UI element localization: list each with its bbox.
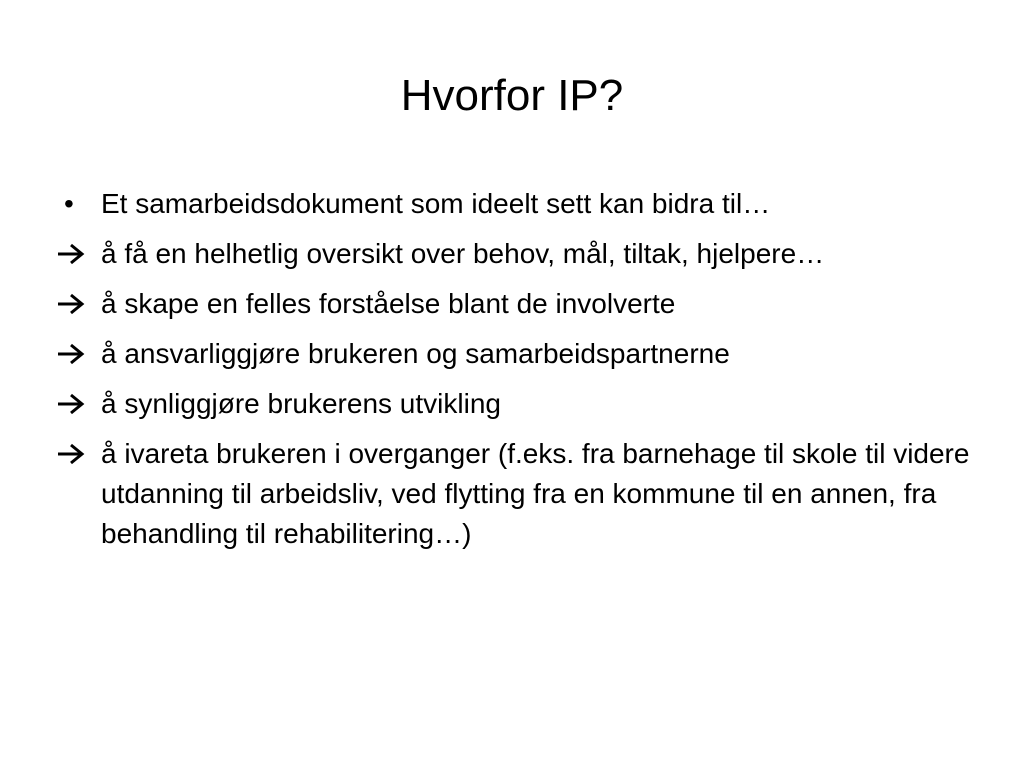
list-item-text: å ivareta brukeren i overganger (f.eks. fra barnehage til skole til videre utdanning til arbeidsliv, ved flytting fra en kommune til en annen, fra behandling til rehabilitering…) bbox=[101, 438, 970, 549]
bullet-list bbox=[56, 184, 976, 564]
right-arrow-icon bbox=[56, 334, 101, 374]
list-item-text: å ansvarliggjøre brukeren og samarbeidspartnerne bbox=[101, 338, 730, 369]
right-arrow-icon bbox=[56, 284, 101, 324]
list-item-text: Et samarbeidsdokument som ideelt sett kan bidra til… bbox=[101, 188, 771, 219]
bullet-dot-icon: • bbox=[64, 188, 74, 219]
list-item bbox=[56, 384, 976, 424]
list-item-text: å skape en felles forståelse blant de involverte bbox=[101, 288, 676, 319]
right-arrow-icon bbox=[56, 384, 101, 424]
list-item bbox=[56, 334, 976, 374]
list-item bbox=[56, 184, 976, 224]
list-item bbox=[56, 434, 976, 554]
right-arrow-icon bbox=[56, 234, 101, 274]
slide-title: Hvorfor IP? bbox=[400, 71, 624, 120]
list-item-text: å synliggjøre brukerens utvikling bbox=[101, 388, 501, 419]
list-item bbox=[56, 234, 976, 274]
right-arrow-icon bbox=[56, 434, 101, 474]
list-item-text: å få en helhetlig oversikt over behov, mål, tiltak, hjelpere… bbox=[101, 238, 825, 269]
list-item bbox=[56, 284, 976, 324]
